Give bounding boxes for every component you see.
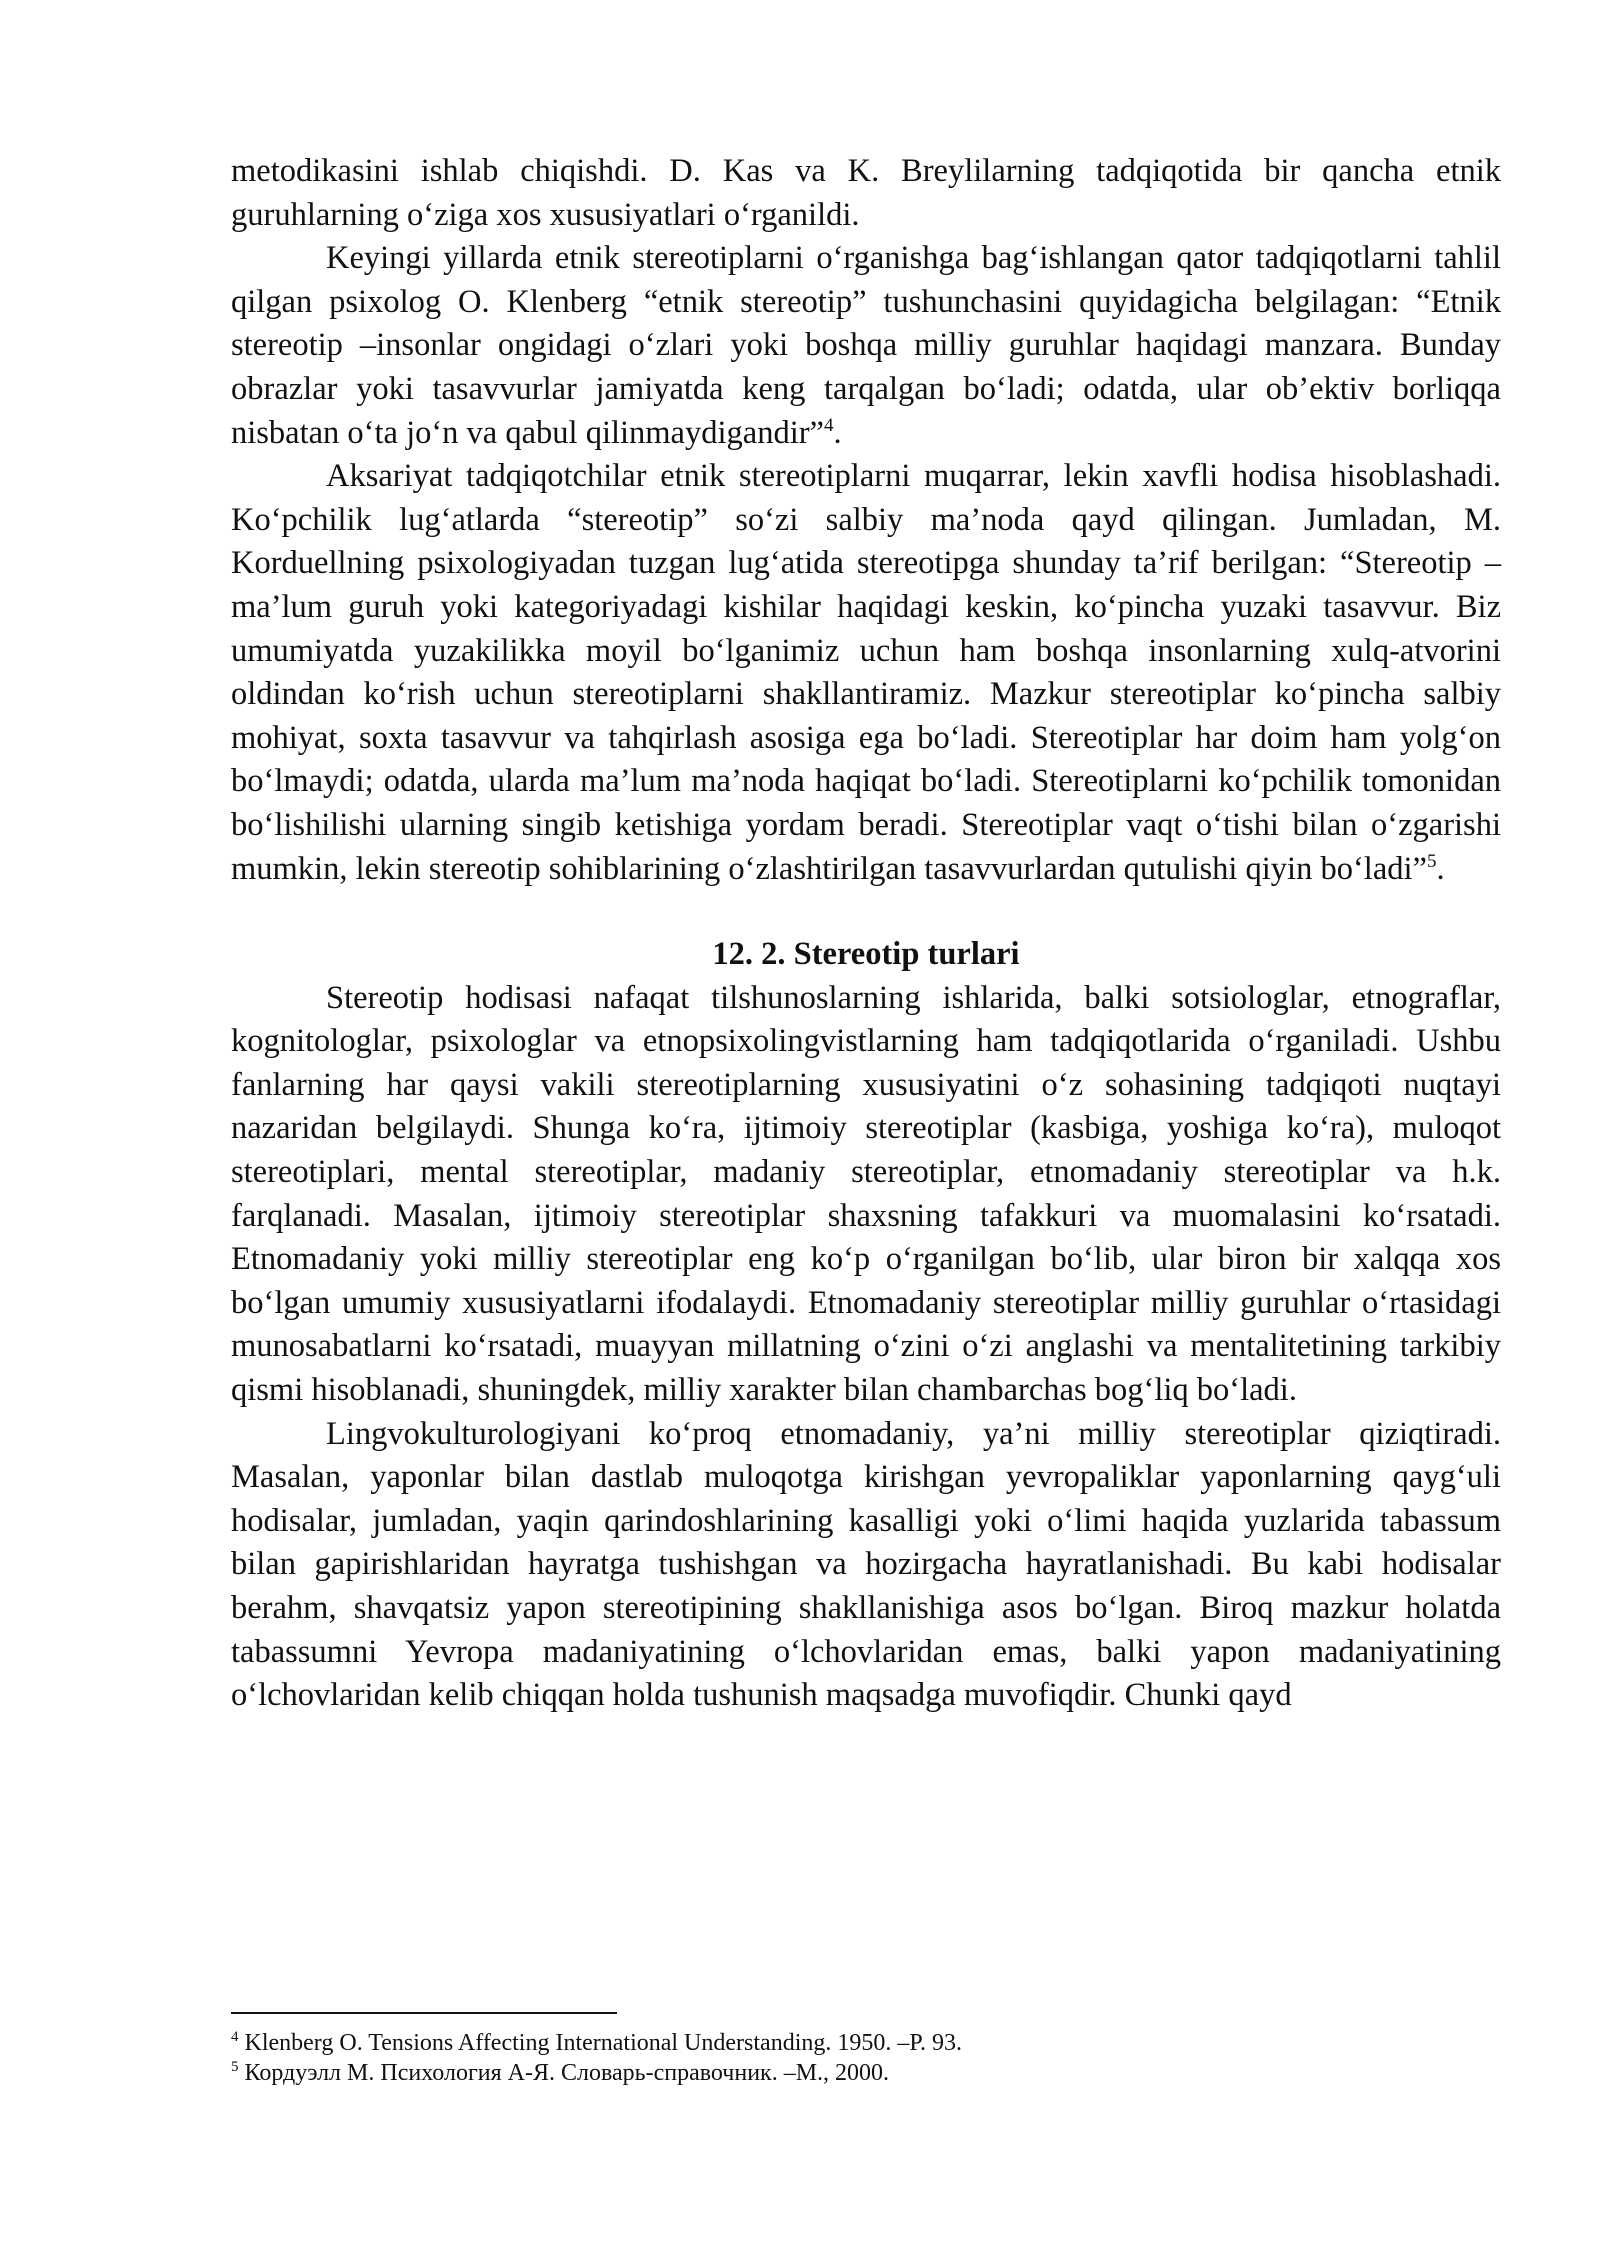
footnote xyxy=(231,2058,1501,2088)
footnote xyxy=(231,2028,1501,2058)
footnotes xyxy=(231,2012,1501,2088)
footnote-mark: 5 xyxy=(231,2059,239,2075)
paragraph-text: Keyingi yillarda etnik stereotiplarni o‘rganishga bag‘ishlangan qator tadqiqotlarni tahlil qilgan psixolog O. Klenberg “etnik stereotip” tushunchasini quyidagicha belgilagan: “Etnik stereotip –insonlar ongidagi o‘zlari yoki boshqa milliy guruhlar haqidagi manzara. Bunday obrazlar yoki tasavvurlar jamiyatda keng tarqalgan bo‘ladi; odatda, ular ob’ektiv borliqqa nisbatan o‘ta jo‘n va qabul qilinmaydigandir” xyxy=(231,240,1501,451)
footnote-divider xyxy=(231,2012,617,2014)
paragraph xyxy=(231,150,1501,237)
paragraph-tail: . xyxy=(833,414,842,451)
paragraph-tail: . xyxy=(1436,850,1445,887)
section-heading: 12. 2. Stereotip turlari xyxy=(712,936,1020,973)
footnote-mark: 4 xyxy=(231,2029,239,2045)
paragraph xyxy=(231,455,1501,891)
paragraph xyxy=(231,977,1501,1413)
footnote-ref[interactable]: 5 xyxy=(1426,850,1437,872)
footnote-text: Кордуэлл М. Психология А-Я. Словарь-справочник. –М., 2000. xyxy=(244,2060,890,2086)
page-body xyxy=(231,150,1501,1718)
paragraph-text: Stereotip hodisasi nafaqat tilshunoslarning ishlarida, balki sotsiologlar, etnograflar, kognitologlar, psixologlar va etnopsixolingvistlarning ham tadqiqotlarida o‘rganiladi. Ushbu fanlarning har qaysi vakili stereotiplarning xususiyatini o‘z sohasining tadqiqoti nuqtayi nazaridan belgilaydi. Shunga ko‘ra, ijtimoiy stereotiplar (kasbiga, yoshiga ko‘ra), muloqot stereotiplari, mental stereotiplar, madaniy stereotiplar, etnomadaniy stereotiplar va h.k. farqlanadi. Masalan, ijtimoiy stereotiplar shaxsning tafakkuri va muomalasini ko‘rsatadi. Etnomadaniy yoki milliy stereotiplar eng ko‘p o‘rganilgan bo‘lib, ular biron bir xalqqa xos bo‘lgan umumiy xususiyatlarni ifodalaydi. Etnomadaniy stereotiplar milliy guruhlar o‘rtasidagi munosabatlarni ko‘rsatadi, muayyan millatning o‘zini o‘zi anglashi va mentalitetining tarkibiy qismi hisoblanadi, shuningdek, milliy xarakter bilan chambarchas bog‘liq bo‘ladi. xyxy=(231,979,1501,1409)
paragraph xyxy=(231,1413,1501,1718)
paragraph-text: Lingvokulturologiyani ko‘proq etnomadaniy, ya’ni milliy stereotiplar qiziqtiradi. Masalan, yaponlar bilan dastlab muloqotga kirishgan yevropaliklar yaponlarning qayg‘uli hodisalar, jumladan, yaqin qarindoshlarining kasalligi yoki o‘limi haqida yuzlarida tabassum bilan gapirishlaridan hayratga tushishgan va hozirgacha hayratlanishadi. Bu kabi hodisalar berahm, shavqatsiz yapon stereotipining shakllanishiga asos bo‘lgan. Biroq mazkur holatda tabassumni Yevropa madaniyatining o‘lchovlaridan emas, balki yapon madaniyatining o‘lchovlaridan kelib chiqqan holda tushunish maqsadga muvofiqdir. Chunki qayd xyxy=(231,1415,1501,1714)
footnote-text: Klenberg O. Tensions Affecting International Understanding. 1950. –P. 93. xyxy=(244,2030,963,2056)
paragraph-text: metodikasini ishlab chiqishdi. D. Kas va K. Breylilarning tadqiqotida bir qancha etnik guruhlarning o‘ziga xos xususiyatlari o‘rganildi. xyxy=(231,153,1501,233)
paragraph-text: Aksariyat tadqiqotchilar etnik stereotiplarni muqarrar, lekin xavfli hodisa hisoblashadi. Ko‘pchilik lug‘atlarda “stereotip” so‘zi salbiy ma’noda qayd qilingan. Jumladan, M. Korduellning psixologiyadan tuzgan lug‘atida stereotipga shunday ta’rif berilgan: “Stereotip – ma’lum guruh yoki kategoriyadagi kishilar haqidagi keskin, ko‘pincha yuzaki tasavvur. Biz umumiyatda yuzakilikka moyil bo‘lganimiz uchun ham boshqa insonlarning xulq-atvorini oldindan ko‘rish uchun stereotiplarni shakllantiramiz. Mazkur stereotiplar ko‘pincha salbiy mohiyat, soxta tasavvur va tahqirlash asosiga ega bo‘ladi. Stereotiplar har doim ham yolg‘on bo‘lmaydi; odatda, ularda ma’lum ma’noda haqiqat bo‘ladi. Stereotiplarni ko‘pchilik tomonidan bo‘lishilishi ularning singib ketishiga yordam beradi. Stereotiplar vaqt o‘tishi bilan o‘zgarishi mumkin, lekin stereotip sohiblarining o‘zlashtirilgan tasavvurlardan qutulishi qiyin bo‘ladi” xyxy=(231,458,1501,887)
body-text-bottom xyxy=(231,977,1501,1718)
body-text-top xyxy=(231,150,1501,891)
paragraph xyxy=(231,237,1501,455)
footnote-ref[interactable]: 4 xyxy=(823,414,834,436)
